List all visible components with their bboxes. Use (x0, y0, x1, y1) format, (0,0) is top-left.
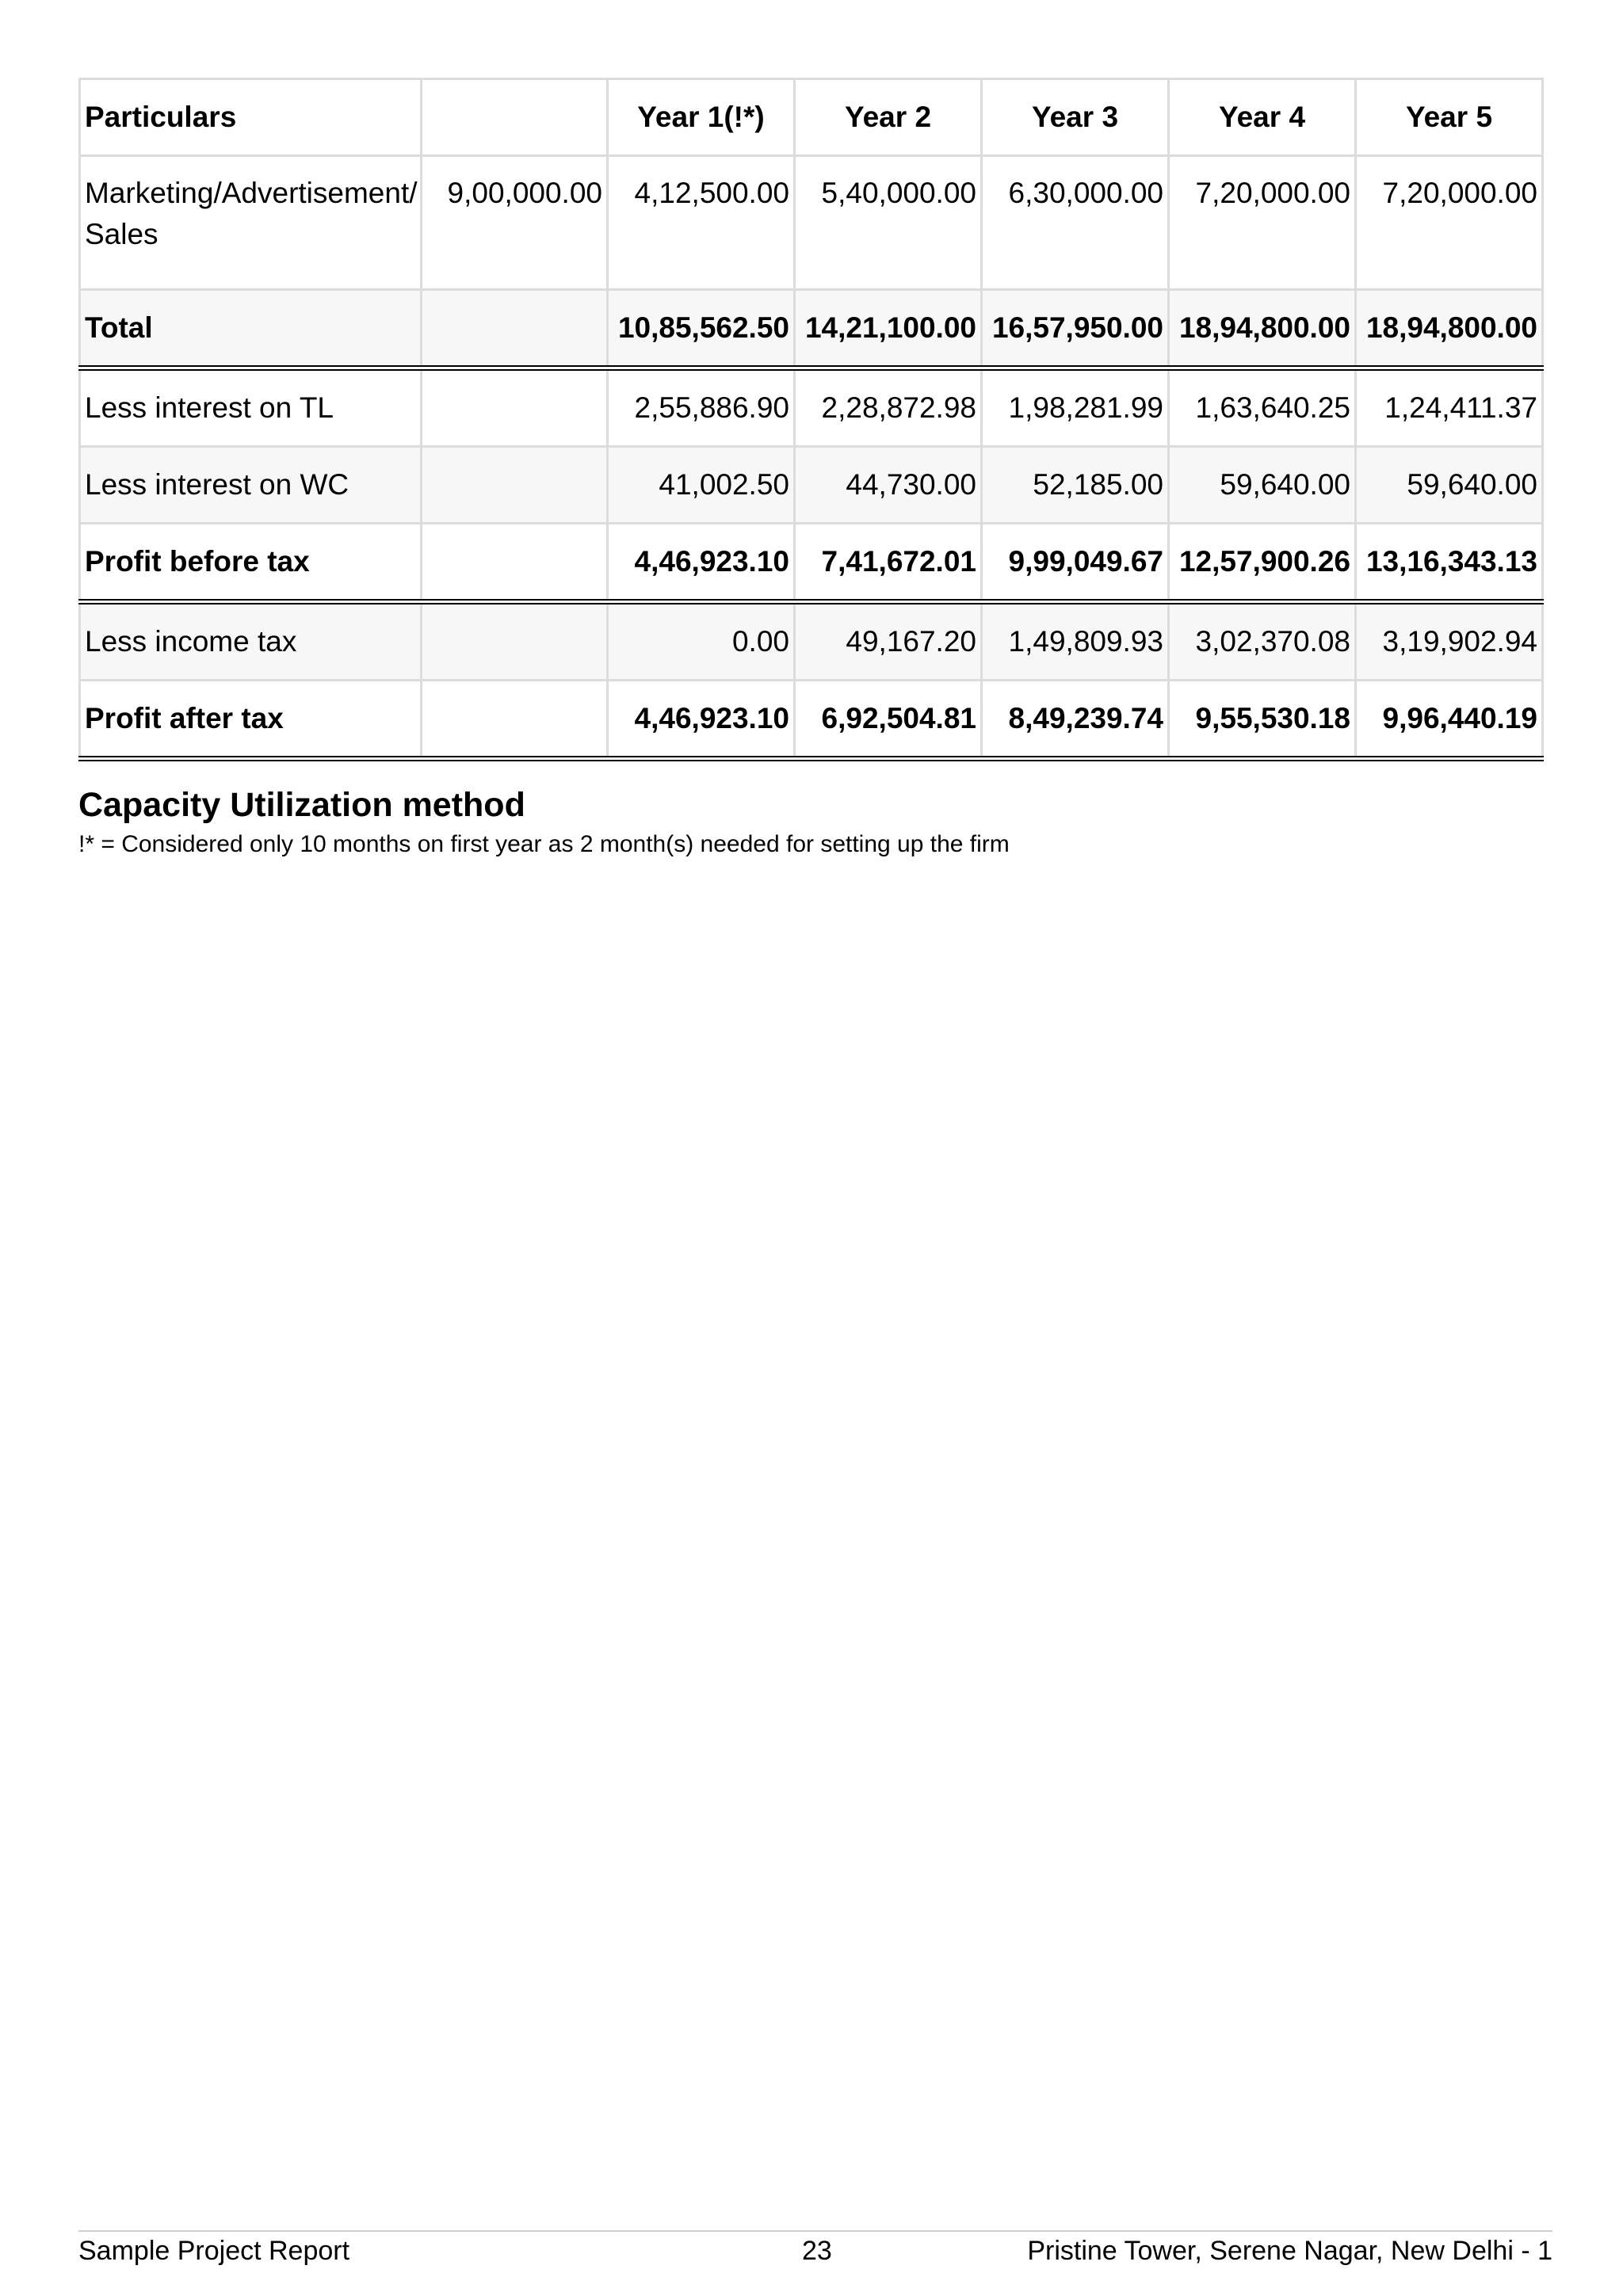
cell-year-1: 2,55,886.90 (608, 368, 795, 447)
cell-year-1: 0.00 (608, 602, 795, 681)
cell-year-2: 44,730.00 (795, 447, 982, 524)
cell-year-4: 1,63,640.25 (1169, 368, 1356, 447)
cell-year-2: 7,41,672.01 (795, 524, 982, 602)
header-year-5: Year 5 (1356, 79, 1543, 156)
cell-year-2: 6,92,504.81 (795, 681, 982, 759)
table-row-interest-tl (80, 368, 1543, 447)
row-base-value (422, 524, 608, 602)
table-row-profit-after-tax (80, 681, 1543, 759)
cell-year-4: 9,55,530.18 (1169, 681, 1356, 759)
row-label: Less interest on TL (80, 368, 422, 447)
cell-year-5: 13,16,343.13 (1356, 524, 1543, 602)
cell-year-3: 6,30,000.00 (982, 156, 1169, 290)
cell-year-4: 59,640.00 (1169, 447, 1356, 524)
cell-year-5: 1,24,411.37 (1356, 368, 1543, 447)
row-label: Profit before tax (80, 524, 422, 602)
header-year-4: Year 4 (1169, 79, 1356, 156)
row-label: Profit after tax (80, 681, 422, 759)
row-base-value (422, 368, 608, 447)
cell-year-3: 1,98,281.99 (982, 368, 1169, 447)
cell-year-3: 1,49,809.93 (982, 602, 1169, 681)
section-title: Capacity Utilization method (78, 786, 525, 824)
cell-year-2: 49,167.20 (795, 602, 982, 681)
cell-year-2: 14,21,100.00 (795, 290, 982, 368)
row-base-value: 9,00,000.00 (422, 156, 608, 290)
table-row-marketing (80, 156, 1543, 290)
cell-year-4: 3,02,370.08 (1169, 602, 1356, 681)
header-base (422, 79, 608, 156)
row-label: Marketing/Advertisement/ Sales (80, 156, 422, 290)
table-row-profit-before-tax (80, 524, 1543, 602)
footer-address: Pristine Tower, Serene Nagar, New Delhi - 1 (1027, 2236, 1552, 2266)
table-row-income-tax (80, 602, 1543, 681)
row-base-value (422, 447, 608, 524)
cell-year-1: 10,85,562.50 (608, 290, 795, 368)
footer-divider (78, 2230, 1552, 2232)
cell-year-5: 18,94,800.00 (1356, 290, 1543, 368)
cell-year-2: 2,28,872.98 (795, 368, 982, 447)
cell-year-3: 16,57,950.00 (982, 290, 1169, 368)
cell-year-1: 4,46,923.10 (608, 524, 795, 602)
cell-year-4: 12,57,900.26 (1169, 524, 1356, 602)
cell-year-1: 4,12,500.00 (608, 156, 795, 290)
row-label: Total (80, 290, 422, 368)
cell-year-5: 3,19,902.94 (1356, 602, 1543, 681)
header-year-1: Year 1(!*) (608, 79, 795, 156)
table-header-row (80, 79, 1543, 156)
row-label: Less interest on WC (80, 447, 422, 524)
cell-year-3: 52,185.00 (982, 447, 1169, 524)
cell-year-4: 7,20,000.00 (1169, 156, 1356, 290)
cell-year-1: 4,46,923.10 (608, 681, 795, 759)
financial-table (78, 78, 1544, 761)
cell-year-3: 8,49,239.74 (982, 681, 1169, 759)
cell-year-4: 18,94,800.00 (1169, 290, 1356, 368)
cell-year-5: 59,640.00 (1356, 447, 1543, 524)
footer-report-title: Sample Project Report (78, 2236, 350, 2266)
cell-year-5: 9,96,440.19 (1356, 681, 1543, 759)
cell-year-5: 7,20,000.00 (1356, 156, 1543, 290)
header-year-2: Year 2 (795, 79, 982, 156)
row-base-value (422, 681, 608, 759)
table-row-total (80, 290, 1543, 368)
row-base-value (422, 290, 608, 368)
table-row-interest-wc (80, 447, 1543, 524)
row-label: Less income tax (80, 602, 422, 681)
cell-year-3: 9,99,049.67 (982, 524, 1169, 602)
header-particulars: Particulars (80, 79, 422, 156)
cell-year-1: 41,002.50 (608, 447, 795, 524)
row-base-value (422, 602, 608, 681)
page-number: 23 (802, 2236, 832, 2266)
footnote: !* = Considered only 10 months on first year as 2 month(s) needed for setting up the firm (78, 831, 1010, 857)
header-year-3: Year 3 (982, 79, 1169, 156)
cell-year-2: 5,40,000.00 (795, 156, 982, 290)
